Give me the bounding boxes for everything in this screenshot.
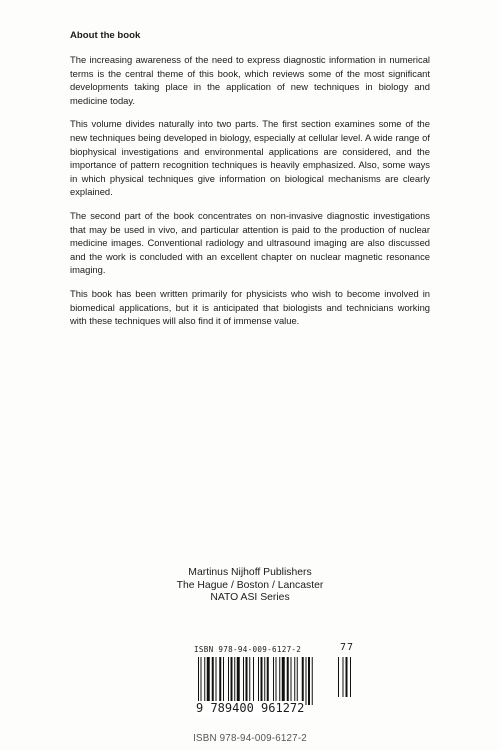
barcode-bar (249, 657, 250, 705)
about-paragraph-1: The increasing awareness of the need to express diagnostic information in numerical terms is the central theme of this book, which reviews some of the most significant developments taking place in the application of new techniques in biology and medicine today. (70, 54, 430, 106)
series-name: NATO ASI Series (210, 592, 290, 604)
barcode-addon-bar (346, 657, 348, 697)
barcode-bar (212, 657, 214, 705)
barcode-bar (246, 657, 248, 705)
barcode-bar (264, 657, 265, 705)
about-paragraph-3: The second part of the book concentrates on non-invasive diagnostic investigations that may be used in vivo, and particular attention is paid to the production of nuclear medicine images. Conventional radiology and ultrasound imaging are also discussed and the work is concluded with an excellent chapter on nuclear magnetic resonance imaging. (70, 209, 430, 276)
publisher-block (160, 567, 340, 605)
barcode-bar (216, 657, 217, 705)
barcode-addon-bar (338, 657, 339, 697)
barcode-bar (282, 657, 285, 705)
publisher-name: Martinus Nijhoff Publishers (188, 567, 312, 578)
barcode-bar (219, 657, 221, 705)
barcode-bar (308, 657, 310, 705)
about-section (70, 30, 430, 338)
barcode-bar (253, 657, 254, 705)
barcode-bar (261, 657, 263, 705)
barcode-bar (231, 657, 233, 705)
barcode-addon-bar (343, 657, 344, 697)
barcode-bar (287, 657, 289, 705)
barcode-bar (279, 657, 280, 705)
barcode-bar (302, 657, 304, 705)
barcode-bar (237, 657, 240, 705)
barcode-bar (267, 657, 269, 705)
barcode-bar (207, 657, 210, 705)
barcode-bar (306, 657, 307, 705)
publisher-locations: The Hague / Boston / Lancaster (176, 579, 324, 591)
barcode-addon-bar (350, 657, 351, 697)
barcode-bar (294, 657, 295, 705)
barcode-bar (243, 657, 244, 705)
barcode-bar (228, 657, 229, 705)
barcode (194, 642, 355, 715)
barcode-bar (291, 657, 292, 705)
barcode-bar (276, 657, 277, 705)
barcode-bar (201, 657, 202, 705)
barcode-ean-digits: 9 789400 961272 (196, 701, 305, 715)
about-paragraph-4: This book has been written primarily for physicists who wish to become involved in biomedical applications, but it is anticipated that biologists and technicians working with these techniques will also find it of immense value. (70, 287, 430, 327)
barcode-addon-digits: 77 (340, 642, 355, 653)
about-heading: About the book (70, 30, 141, 41)
barcode-bar (234, 657, 235, 705)
barcode-bar (297, 657, 298, 705)
barcode-bar (273, 657, 274, 705)
barcode-isbn-label: ISBN 978-94-009-6127-2 (194, 645, 302, 654)
barcode-bar (204, 657, 205, 705)
about-paragraph-2: This volume divides naturally into two parts. The first section examines some of the new techniques being developed in biology, especially at cellular level. A wide range of biophysical investigations and environmental applications are considered, and the importance of pattern recognition techniques is heavily emphasized. Also, some ways in which physical techniques give information on biological mechanisms are clearly explained. (70, 118, 430, 198)
barcode-bar (312, 657, 313, 705)
footer-isbn: ISBN 978-94-009-6127-2 (193, 733, 307, 744)
barcode-bar (223, 657, 224, 705)
barcode-bar (198, 657, 199, 705)
barcode-bar (258, 657, 259, 705)
